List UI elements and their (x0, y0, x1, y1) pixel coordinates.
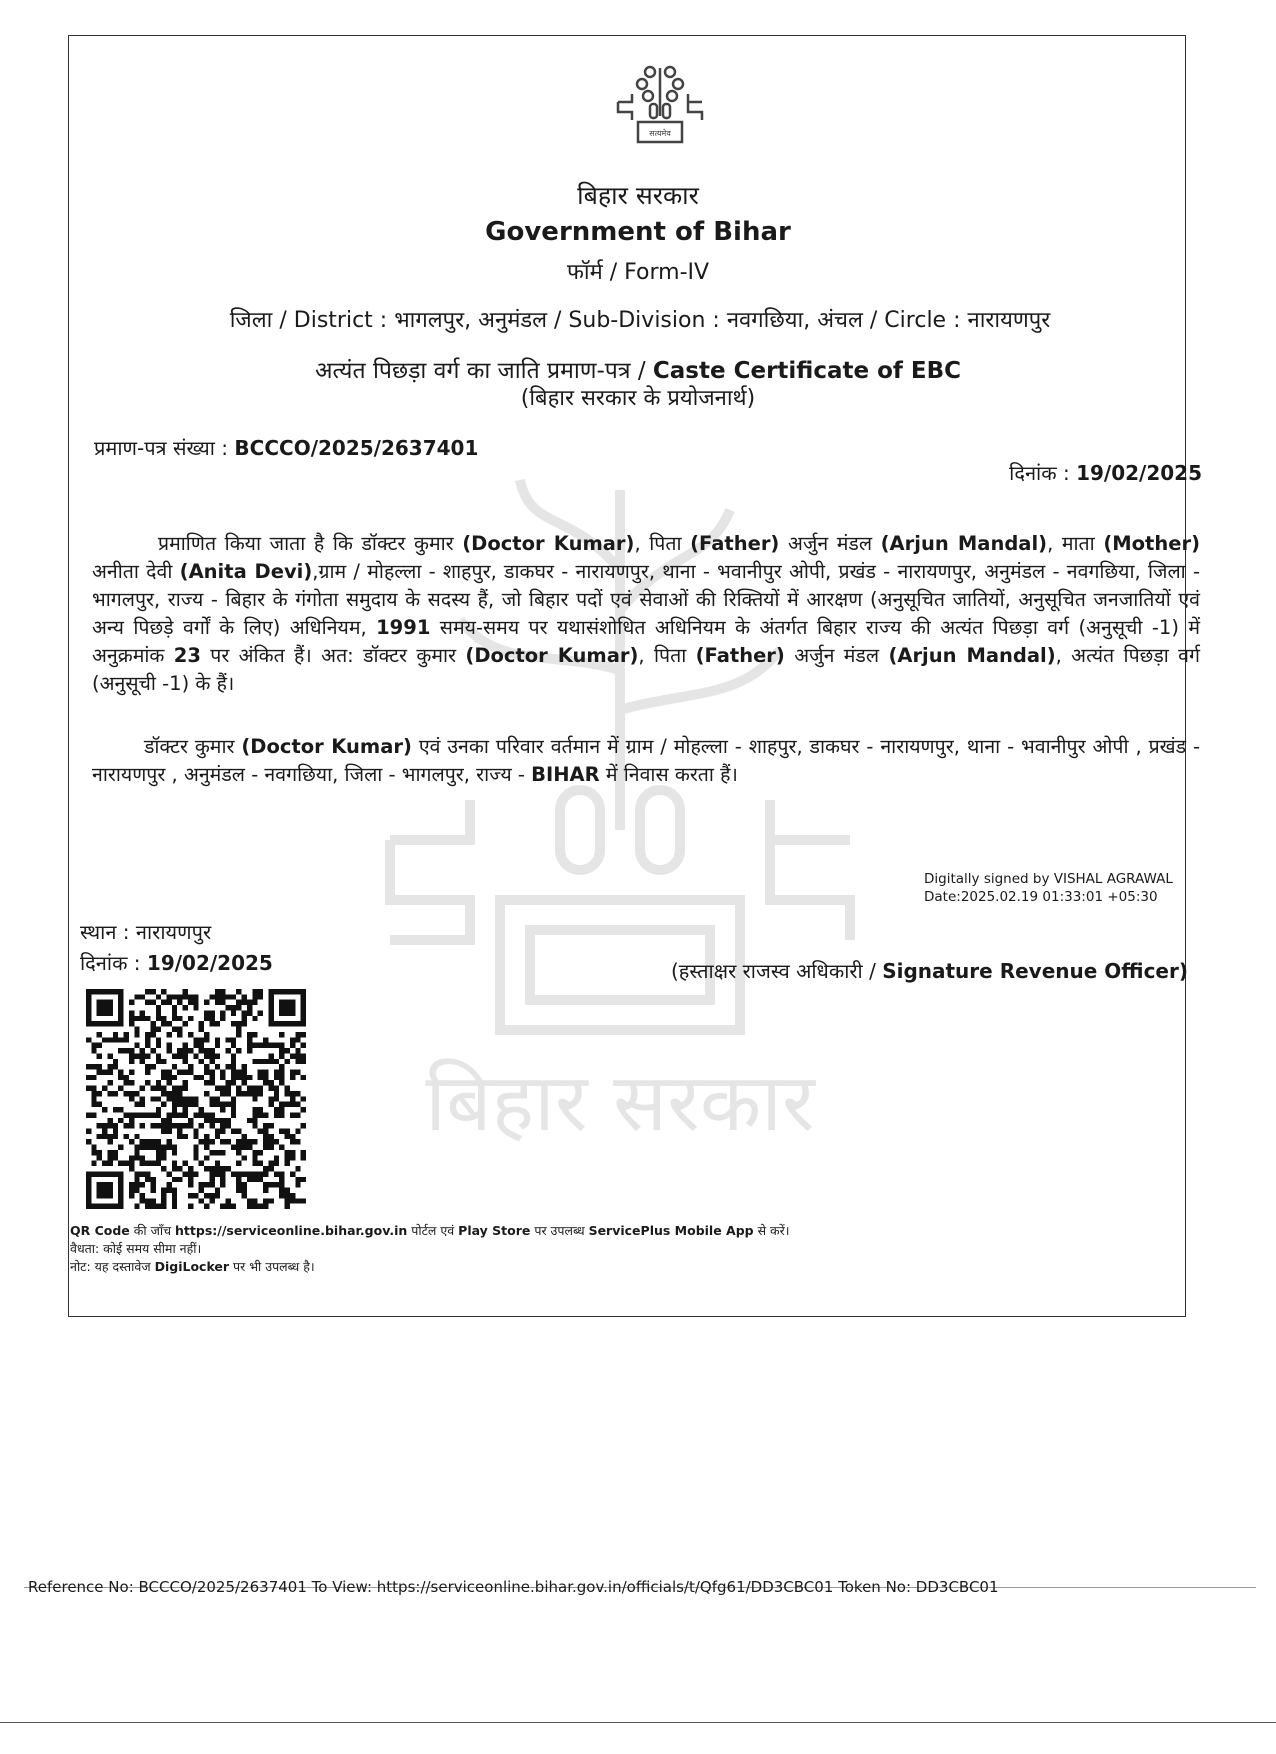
signature-label-hindi: (हस्ताक्षर राजस्व अधिकारी / (670, 959, 883, 983)
verification-link[interactable]: https://serviceonline.bihar.gov.in (175, 1223, 408, 1238)
issue-date-label: दिनांक : (80, 951, 141, 975)
digilocker-note: नोट: यह दस्तावेज DigiLocker पर भी उपलब्ध है। (70, 1259, 315, 1274)
bihar-emblem-logo (612, 58, 708, 148)
district-label: जिला / District : (229, 308, 388, 333)
issue-place-value: नारायणपुर (135, 920, 212, 944)
subdivision-label: अनुमंडल / Sub-Division : (478, 308, 720, 333)
digital-signature-date: Date:2025.02.19 01:33:01 +05:30 (924, 889, 1158, 905)
issue-place-label: स्थान : (80, 920, 130, 944)
verification-notes (70, 1222, 789, 1276)
digital-signature-signer: Digitally signed by VISHAL AGRAWAL (924, 871, 1173, 887)
page-bottom-edge (0, 1722, 1276, 1723)
qr-note: QR Code की जाँच https://serviceonline.bihar.gov.in पोर्टल एवं Play Store पर उपलब्ध ServicePlus Mobile App से करें। (70, 1223, 790, 1238)
svg-text:सत्यमेव: सत्यमेव (649, 129, 671, 138)
certificate-purpose: (बिहार सरकार के प्रयोजनार्थ) (520, 386, 756, 411)
header-english-title: Government of Bihar (485, 217, 791, 247)
reference-footer: Reference No: BCCCO/2025/2637401 To View: https://serviceonline.bihar.gov.in/officials/t/Qfg61/DD3CBC01 Token No: DD3CBC01 (28, 1578, 999, 1596)
certificate-title-hindi: अत्यंत पिछड़ा वर्ग का जाति प्रमाण-पत्र / (314, 358, 646, 384)
subdivision-value: नवगछिया, (726, 308, 811, 333)
revenue-officer-signature (671, 957, 1188, 984)
qr-code[interactable] (86, 988, 306, 1210)
svg-text:बिहार सरकार: बिहार सरकार (425, 1056, 815, 1149)
jurisdiction-line (60, 304, 1220, 334)
circle-value: नारायणपुर (967, 308, 1051, 333)
header-hindi-title: बिहार सरकार (577, 181, 699, 210)
certificate-date-value: 19/02/2025 (1076, 461, 1202, 485)
certification-paragraph: प्रमाणित किया जाता है कि डॉक्टर कुमार (Doctor Kumar), पिता (Father) अर्जुन मंडल (Arjun Mandal), माता (Mother) अनीता देवी (Anita Devi),ग्राम / मोहल्ला - शाहपुर, डाकघर - नारायणपुर, थाना - भवानीपुर ओपी, प्रखंड - नारायणपुर, अनुमंडल - नवगछिया, जिला - भागलपुर, राज्य - बिहार के गंगोता समुदाय के सदस्य हैं, जो बिहार पदों एवं सेवाओं की रिक्तियों में आरक्षण (अनुसूचित जातियों, अनुसूचित जनजातियों एवं अन्य पिछड़े वर्गों के लिए) अधिनियम, 1991 समय-समय पर यथासंशोधित अधिनियम के अंतर्गत बिहार राज्य की अत्यंत पिछड़ा वर्ग (अनुसूची -1) में अनुक्रमांक 23 पर अंकित हैं। अत: डॉक्टर कुमार (Doctor Kumar), पिता (Father) अर्जुन मंडल (Arjun Mandal), अत्यंत पिछड़ा वर्ग (अनुसूची -1) के हैं। (92, 532, 1201, 695)
validity-note: वैधता: कोई समय सीमा नहीं। (70, 1241, 202, 1256)
issue-date (80, 949, 273, 976)
issue-date-value: 19/02/2025 (146, 951, 273, 975)
certificate-date-label: दिनांक : (1009, 461, 1070, 485)
certificate-date (1009, 459, 1202, 486)
certificate-number (94, 434, 478, 461)
certificate-number-value: BCCCO/2025/2637401 (234, 436, 479, 460)
residence-paragraph: डॉक्टर कुमार (Doctor Kumar) एवं उनका परिवार वर्तमान में ग्राम / मोहल्ला - शाहपुर, डाकघर - नारायणपुर, थाना - भवानीपुर ओपी , प्रखंड - नारायणपुर , अनुमंडल - नवगछिया, जिला - भागलपुर, राज्य - BIHAR में निवास करता हैं। (92, 735, 1200, 786)
certificate-title (0, 353, 1276, 385)
district-value: भागलपुर, (394, 308, 472, 333)
circle-label: अंचल / Circle : (817, 308, 961, 333)
certificate-title-english: Caste Certificate of EBC (652, 358, 962, 384)
certificate-number-label: प्रमाण-पत्र संख्या : (94, 436, 229, 460)
digital-signature (924, 870, 1184, 906)
issue-place (80, 918, 211, 945)
form-number: फॉर्म / Form-IV (566, 260, 710, 285)
signature-label-english: Signature Revenue Officer) (882, 959, 1188, 983)
